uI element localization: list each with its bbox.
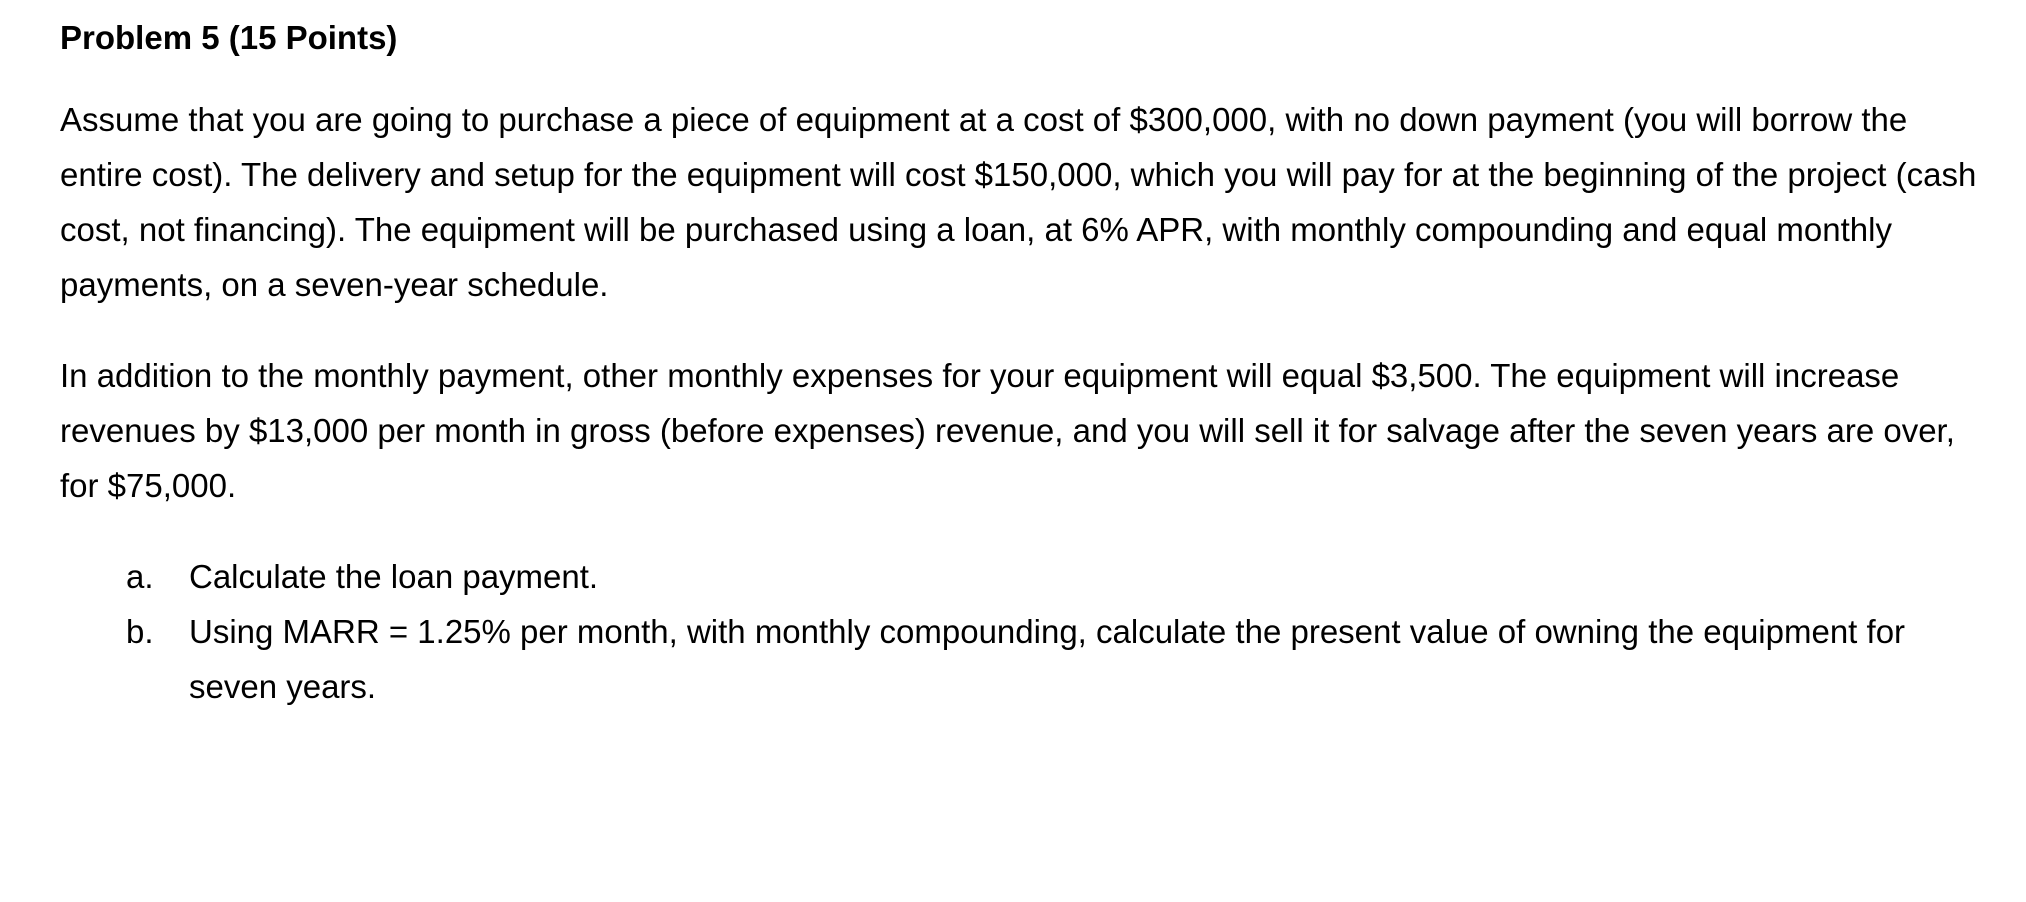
question-item-b xyxy=(60,604,1980,714)
problem-paragraph-expenses-revenue: In addition to the monthly payment, other monthly expenses for your equipment will equal $3,500. The equipment will increase revenues by $13,000 per month in gross (before expenses) revenue, and you will sell it for salvage after the seven years are over, for $75,000. xyxy=(60,357,1955,504)
problem-paragraph-equipment-loan: Assume that you are going to purchase a piece of equipment at a cost of $300,000, with no down payment (you will borrow the entire cost). The delivery and setup for the equipment will cost $150,000, which you will pay for at the beginning of the project (cash cost, not financing). The equipment will be purchased using a loan, at 6% APR, with monthly compounding and equal monthly payments, on a seven-year schedule. xyxy=(60,101,1977,303)
question-text-a: Calculate the loan payment. xyxy=(189,558,599,595)
question-list xyxy=(60,549,1980,714)
problem-title: Problem 5 (15 Points) xyxy=(60,19,398,56)
question-marker-b: b. xyxy=(126,613,154,650)
question-item-a xyxy=(60,549,1980,604)
question-text-b: Using MARR = 1.25% per month, with monthly compounding, calculate the present value of owning the equipment for seven years. xyxy=(189,613,1906,705)
question-marker-a: a. xyxy=(126,558,154,595)
document-page xyxy=(60,14,1980,714)
